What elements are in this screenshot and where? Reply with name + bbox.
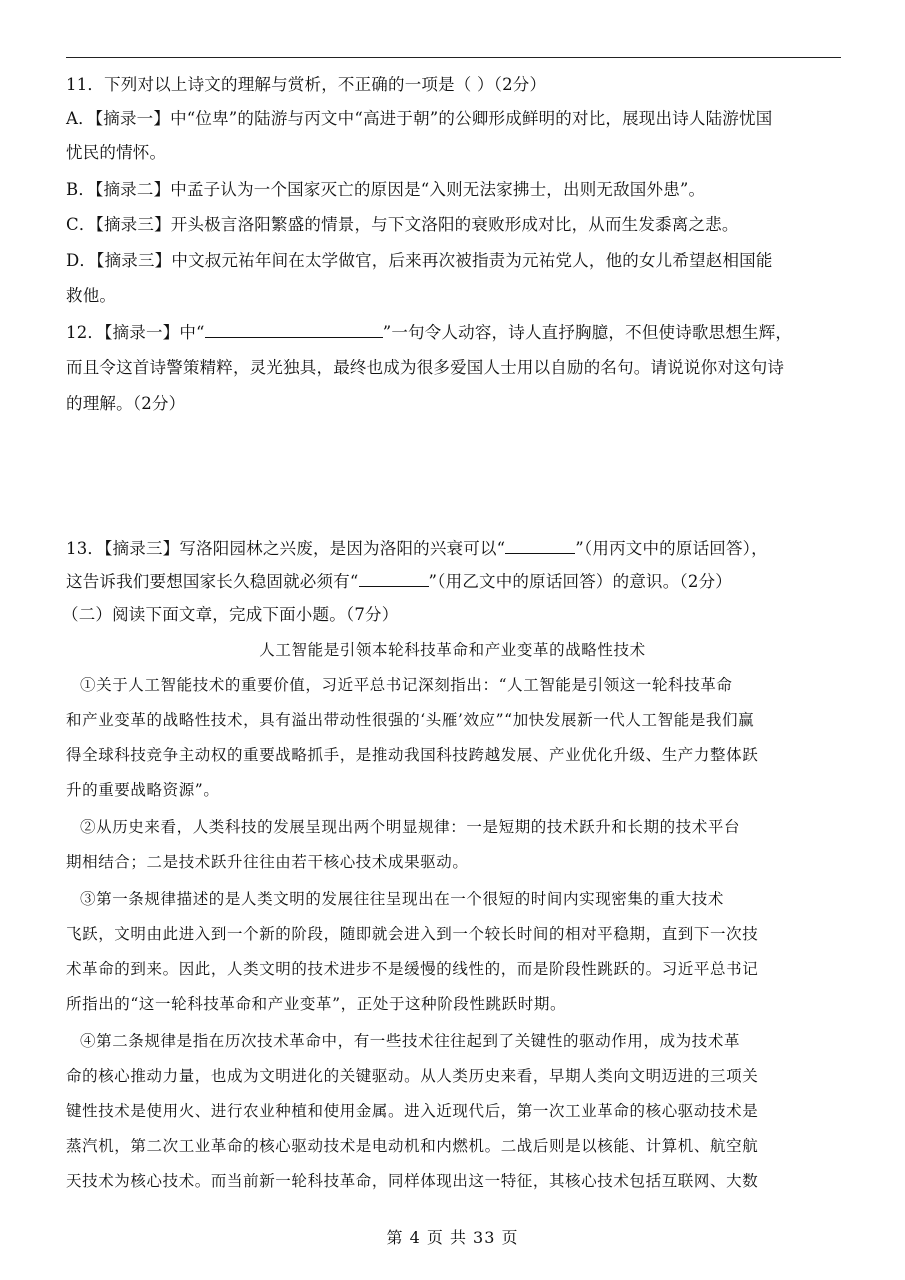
p4-line2: 命的核心推动力量，也成为文明进化的关键驱动。从人类历史来看，早期人类向文明迈进的三项关 xyxy=(66,1067,759,1085)
p1-line3: 得全球科技竞争主动权的重要战略抓手，是推动我国科技跨越发展、产业优化升级、生产力整体跃 xyxy=(66,746,759,764)
q12-line2: 而且令这首诗警策精粹，灵光独具，最终也成为很多爱国人士用以自励的名句。请说说你对这句诗 xyxy=(66,358,785,377)
q12-answer-blank[interactable] xyxy=(205,321,383,338)
p2-line2: 期相结合；二是技术跃升往往由若干核心技术成果驱动。 xyxy=(66,853,469,871)
p3-line4: 所指出的“这一轮科技革命和产业变革”，正处于这种阶段性跳跃时期。 xyxy=(66,995,567,1013)
q11-option-a-cont: 忧民的情怀。 xyxy=(66,143,167,162)
q13-blank-1[interactable] xyxy=(505,537,575,554)
p1-line1: ①关于人工智能技术的重要价值，习近平总书记深刻指出：“人工智能是引领这一轮科技革命 xyxy=(80,676,733,694)
q12-line1: 12．【摘录一】中“ ”一句令人动容，诗人直抒胸臆，不但使诗歌思想生辉， xyxy=(66,323,793,342)
p1-line4: 升的重要战略资源”。 xyxy=(66,781,220,799)
q13-blank-2[interactable] xyxy=(359,570,429,587)
q11-option-c: C．【摘录三】开头极言洛阳繁盛的情景，与下文洛阳的衰败形成对比，从而生发黍离之悲。 xyxy=(66,215,739,234)
q11-option-d: D．【摘录三】中文叔元祐年间在太学做官，后来再次被指责为元祐党人，他的女儿希望赵相国能 xyxy=(66,251,773,270)
section2-heading: （二）阅读下面文章，完成下面小题。（7分） xyxy=(62,605,399,624)
p4-line5: 天技术为核心技术。而当前新一轮科技革命，同样体现出这一特征，其核心技术包括互联网、大数 xyxy=(66,1172,759,1190)
q11-option-a: A．【摘录一】中“位卑”的陆游与丙文中“高进于朝”的公卿形成鲜明的对比，展现出诗人陆游忧国 xyxy=(66,109,773,128)
p3-line1: ③第一条规律描述的是人类文明的发展往往呈现出在一个很短的时间内实现密集的重大技术 xyxy=(80,890,725,908)
p4-line3: 键性技术是使用火、进行农业种植和使用金属。进入近现代后，第一次工业革命的核心驱动技术是 xyxy=(66,1102,759,1120)
article-title: 人工智能是引领本轮科技革命和产业变革的战略性技术 xyxy=(259,641,646,659)
page-number-footer: 第 4 页 共 33 页 xyxy=(386,1228,519,1247)
header-rule xyxy=(66,57,841,58)
q11-option-b: B．【摘录二】中孟子认为一个国家灭亡的原因是“入则无法家拂士，出则无敌国外患”。 xyxy=(66,180,706,199)
p4-line4: 蒸汽机，第二次工业革命的核心驱动技术是电动机和内燃机。二战后则是以核能、计算机、航空航 xyxy=(66,1137,759,1155)
q11-stem: 11．下列对以上诗文的理解与赏析，不正确的一项是（ ）（2分） xyxy=(66,75,547,94)
q11-option-d-cont: 救他。 xyxy=(66,286,117,305)
p1-line2: 和产业变革的战略性技术，具有溢出带动性很强的‘头雁’效应”“加快发展新一代人工智能是我们赢 xyxy=(66,711,755,729)
q12-line3: 的理解。（2分） xyxy=(66,394,186,413)
p3-line2: 飞跃，文明由此进入到一个新的阶段，随即就会进入到一个较长时间的相对平稳期，直到下一次技 xyxy=(66,925,759,943)
p3-line3: 术革命的到来。因此，人类文明的技术进步不是缓慢的线性的，而是阶段性跳跃的。习近平总书记 xyxy=(66,960,759,978)
q13-line1: 13．【摘录三】写洛阳园林之兴废，是因为洛阳的兴衰可以“ ”（用丙文中的原话回答）， xyxy=(66,539,768,558)
q13-line2: 这告诉我们要想国家长久稳固就必须有“ ”（用乙文中的原话回答）的意识。（2分） xyxy=(66,572,732,591)
p2-line1: ②从历史来看，人类科技的发展呈现出两个明显规律：一是短期的技术跃升和长期的技术平台 xyxy=(80,818,741,836)
p4-line1: ④第二条规律是指在历次技术革命中，有一些技术往往起到了关键性的驱动作用，成为技术革 xyxy=(80,1032,741,1050)
